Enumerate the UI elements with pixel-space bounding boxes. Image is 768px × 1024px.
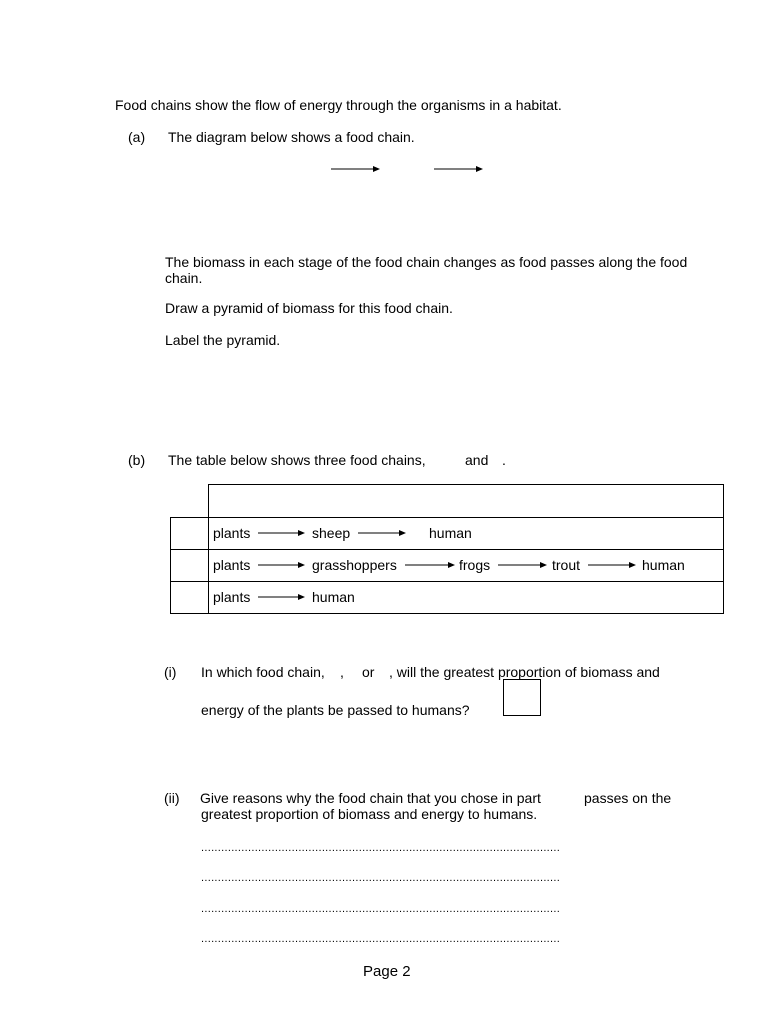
food-chain-cell: [209, 550, 724, 582]
part-a-label: (a): [128, 129, 146, 145]
draw-pyramid-instruction: Draw a pyramid of biomass for this food chain.: [165, 300, 453, 316]
q1-text-start: In which food chain,: [201, 664, 325, 680]
row-letter-cell: [171, 582, 209, 614]
part-b-text-and: and: [465, 452, 489, 468]
q1-text-comma: ,: [340, 664, 344, 680]
row-letter-cell: [171, 550, 209, 582]
q2-text-end: passes on the: [584, 790, 672, 806]
food-chain-arrow-1: [331, 164, 381, 174]
organism-label: human: [642, 557, 685, 573]
food-chains-table: [170, 484, 724, 614]
table-row: [171, 518, 724, 550]
organism-label: human: [312, 589, 355, 605]
arrow-icon: [498, 560, 547, 570]
intro-text: Food chains show the flow of energy through the organisms in a habitat.: [115, 97, 562, 113]
arrow-icon: [258, 528, 305, 538]
food-chain-1: [213, 525, 718, 541]
answer-line-4[interactable]: ...........................................................................................................: [201, 934, 561, 944]
arrow-icon: [358, 528, 406, 538]
food-chain-cell: [209, 518, 724, 550]
organism-label: plants: [213, 525, 251, 541]
food-chain-2: [213, 557, 718, 573]
food-chain-arrow-2: [434, 164, 484, 174]
organism-label: trout: [552, 557, 581, 573]
arrow-icon: [588, 560, 636, 570]
part-a-text: The diagram below shows a food chain.: [168, 129, 415, 145]
arrow-icon: [258, 592, 305, 602]
part-b-label: (b): [128, 452, 146, 468]
q2-text-line2: greatest proportion of biomass and energy to humans.: [201, 806, 538, 822]
q1-text-end: , will the greatest proportion of biomass and: [389, 664, 660, 680]
organism-label: sheep: [312, 525, 351, 541]
answer-line-2[interactable]: ...........................................................................................................: [201, 873, 561, 883]
organism-label: plants: [213, 589, 251, 605]
answer-box[interactable]: [503, 679, 541, 716]
food-chain-3: [213, 589, 718, 605]
table-header-cell: [209, 485, 724, 518]
biomass-paragraph: The biomass in each stage of the food chain changes as food passes along the food chain.: [165, 254, 688, 286]
organism-label: frogs: [459, 557, 491, 573]
q2-label: (ii): [164, 790, 180, 806]
organism-label: grasshoppers: [312, 557, 397, 573]
q2-text-start: Give reasons why the food chain that you chose in part: [200, 790, 541, 806]
food-chain-cell: [209, 582, 724, 614]
q1-text-or: or: [362, 664, 375, 680]
q1-text-line2: energy of the plants be passed to humans?: [201, 702, 470, 718]
part-b-text-end: .: [502, 452, 506, 468]
answer-line-3[interactable]: ...........................................................................................................: [201, 904, 561, 914]
part-b-text-start: The table below shows three food chains,: [168, 452, 426, 468]
table-row: [171, 582, 724, 614]
arrow-icon: [405, 560, 455, 570]
answer-line-1[interactable]: ...........................................................................................................: [201, 843, 561, 853]
page-number: Page 2: [363, 963, 411, 980]
label-pyramid-instruction: Label the pyramid.: [165, 332, 281, 348]
table-row: [171, 550, 724, 582]
table-header-row: [171, 485, 724, 518]
organism-label: human: [429, 525, 472, 541]
organism-label: plants: [213, 557, 251, 573]
row-letter-cell: [171, 518, 209, 550]
q1-label: (i): [164, 664, 177, 680]
arrow-icon: [258, 560, 305, 570]
